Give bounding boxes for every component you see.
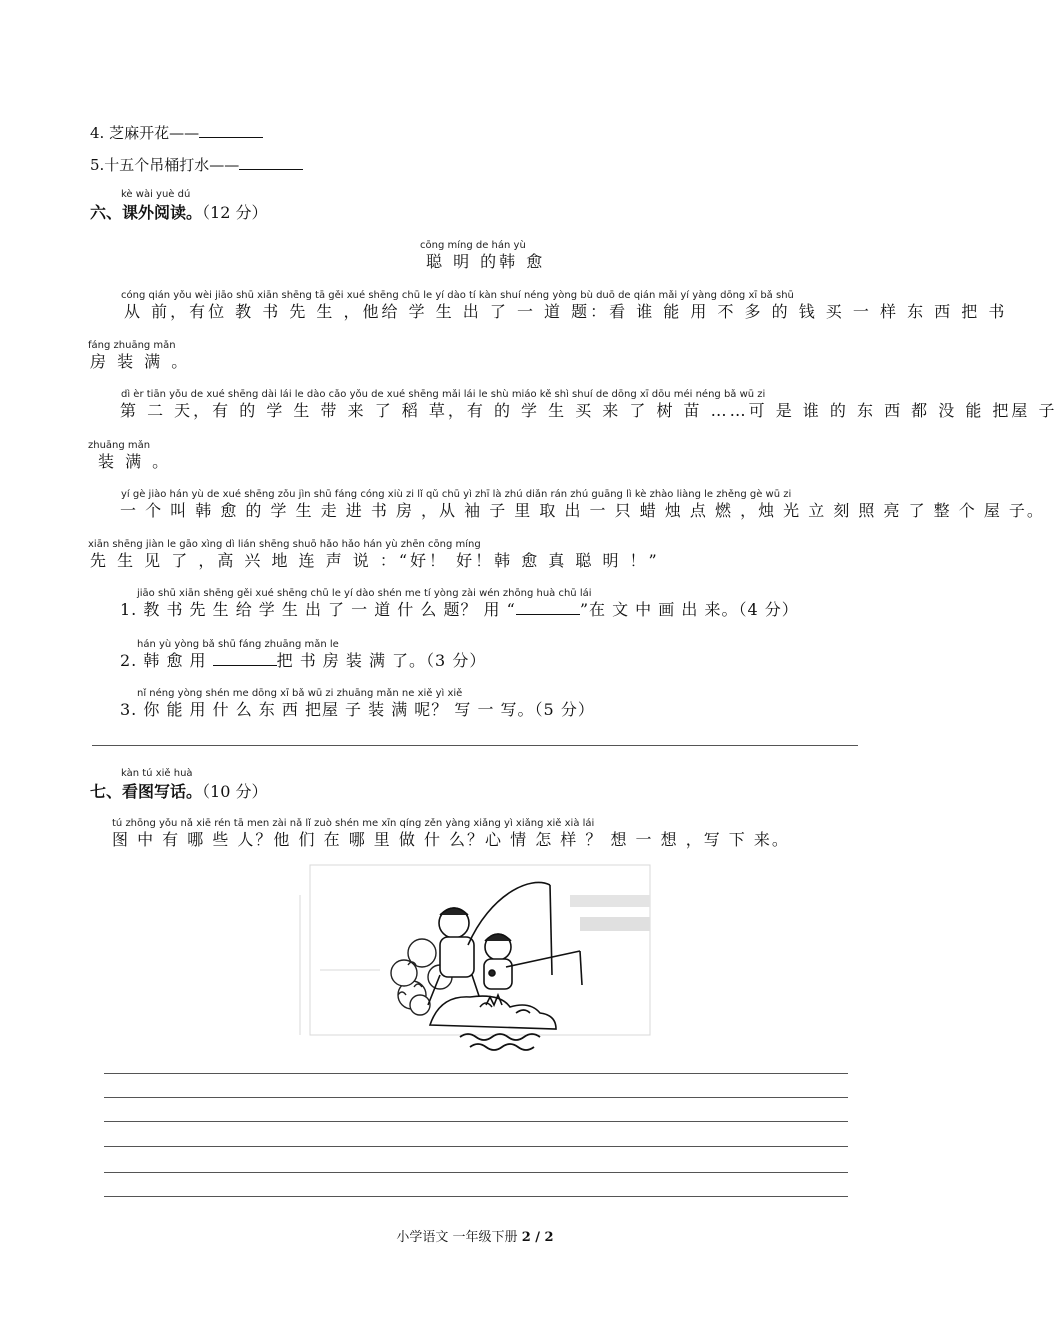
paragraph-1-line-1: 从 前，有位 教 书 先 生 ，他给 学 生 出 了 一 道 题：看 谁 能 用 不 多 的 钱 买 一 样 东 西 把 书 bbox=[124, 302, 1008, 321]
question-2-pinyin: hán yù yòng bǎ shū fáng zhuāng mǎn le bbox=[137, 639, 339, 650]
question-1-suffix: ”在 文 中 画 出 来。（4 分） bbox=[579, 600, 799, 619]
answer-blank[interactable] bbox=[239, 155, 303, 170]
paragraph-2-line-2: 装 满 。 bbox=[98, 452, 172, 471]
writing-line[interactable] bbox=[104, 1121, 848, 1122]
paragraph-1-line-1-pinyin: cóng qián yǒu wèi jiāo shū xiān shēng tā gěi xué shēng chū le yí dào tí kàn shuí néng yòng bù duō de qián mǎi yí yàng dōng xī bǎ shū bbox=[121, 290, 794, 301]
section6-score: （12 分） bbox=[202, 203, 268, 222]
fishing-illustration bbox=[280, 855, 680, 1055]
section7-heading bbox=[90, 779, 267, 802]
section6-heading bbox=[90, 200, 267, 223]
paragraph-3-line-2-pinyin: xiān shēng jiàn le gāo xìng dì lián shēng shuō hǎo hǎo hán yù zhēn cōng míng bbox=[88, 539, 481, 550]
paragraph-1-line-2-pinyin: fáng zhuāng mǎn bbox=[88, 340, 176, 351]
section7-title: 七、看图写话。 bbox=[90, 782, 203, 801]
paragraph-2-line-1: 第 二 天，有 的 学 生 带 来 了 稻 草，有 的 学 生 买 来 了 树 苗 ……可 是 谁 的 东 西 都 没 能 把屋 子 bbox=[120, 401, 1058, 420]
paragraph-3-line-1: 一 个 叫 韩 愈 的 学 生 走 进 书 房 ，从 袖 子 里 取 出 一 只 蜡 烛 点 燃 ，烛 光 立 刻 照 亮 了 整 个 屋 子。 bbox=[120, 501, 1045, 520]
section6-title: 六、课外阅读。 bbox=[90, 203, 203, 222]
child-figure bbox=[484, 934, 512, 989]
writing-line[interactable] bbox=[104, 1073, 848, 1074]
question-1-prefix: 1. 教 书 先 生 给 学 生 出 了 一 道 什 么 题？ 用 “ bbox=[120, 600, 516, 619]
question-2-prefix: 2. 韩 愈 用 bbox=[120, 651, 213, 670]
faded-background-text bbox=[570, 895, 650, 931]
story-title-pinyin: cōng míng de hán yù bbox=[420, 240, 526, 251]
paragraph-3-line-2: 先 生 见 了 ，高 兴 地 连 声 说 ：“好！ 好！韩 愈 真 聪 明 ！” bbox=[90, 551, 660, 570]
answer-blank[interactable] bbox=[516, 600, 580, 615]
footer-subject: 小学语文 一年级下册 bbox=[396, 1230, 522, 1245]
question-1-pinyin: jiāo shū xiān shēng gěi xué shēng chū le yí dào shén me tí yòng zài wén zhōng huà chū lái bbox=[137, 588, 592, 599]
story-title: 聪 明 的韩 愈 bbox=[426, 252, 546, 271]
section7-pinyin: kàn tú xiě huà bbox=[121, 768, 193, 779]
footer-page-number: 2 / 2 bbox=[521, 1230, 554, 1245]
question-1 bbox=[120, 597, 799, 620]
question-3-pinyin: nǐ néng yòng shén me dōng xī bǎ wū zi zhuāng mǎn ne xiě yì xiě bbox=[137, 688, 463, 699]
writing-line[interactable] bbox=[104, 1146, 848, 1147]
water-icon bbox=[460, 1034, 540, 1050]
paragraph-1-line-2: 房 装 满 。 bbox=[90, 352, 191, 371]
paragraph-2-line-2-pinyin: zhuāng mǎn bbox=[88, 440, 151, 451]
riddle-text: 4. 芝麻开花—— bbox=[90, 124, 200, 142]
question-2-suffix: 把 书 房 装 满 了。（3 分） bbox=[276, 651, 487, 670]
paragraph-2-line-1-pinyin: dì èr tiān yǒu de xué shēng dài lái le dào cǎo yǒu de xué shēng mǎi lái le shù miáo kě shì shuí de dōng xī dōu méi néng bǎ wū zi bbox=[121, 389, 766, 400]
answer-line[interactable] bbox=[92, 745, 858, 746]
riddle-item-4 bbox=[90, 122, 263, 143]
writing-line[interactable] bbox=[104, 1097, 848, 1098]
answer-blank[interactable] bbox=[199, 123, 263, 138]
question-2 bbox=[120, 648, 486, 671]
section7-prompt: 图 中 有 哪 些 人？他 们 在 哪 里 做 什 么？心 情 怎 样 ？ 想 一 想 ，写 下 来。 bbox=[112, 830, 790, 849]
writing-line[interactable] bbox=[104, 1172, 848, 1173]
writing-line[interactable] bbox=[104, 1196, 848, 1197]
paragraph-3-line-1-pinyin: yí gè jiào hán yù de xué shēng zǒu jìn shū fáng cóng xiù zi lǐ qǔ chū yì zhī là zhú diǎn rán zhú guāng lì kè zhào liàng le zhěng gè wū zi bbox=[121, 489, 792, 500]
section7-score: （10 分） bbox=[202, 782, 268, 801]
answer-blank[interactable] bbox=[213, 651, 277, 666]
riddle-item-5 bbox=[90, 154, 303, 175]
page-footer bbox=[0, 1226, 950, 1245]
question-3: 3. 你 能 用 什 么 东 西 把屋 子 装 满 呢？ 写 一 写。（5 分） bbox=[120, 700, 595, 719]
rock-icon bbox=[430, 995, 556, 1029]
section7-prompt-pinyin: tú zhōng yǒu nǎ xiē rén tā men zài nǎ lǐ zuò shén me xīn qíng zěn yàng xiǎng yì xiǎng xiě xià lái bbox=[112, 818, 595, 829]
section6-pinyin: kè wài yuè dú bbox=[121, 189, 191, 200]
riddle-text: 5.十五个吊桶打水—— bbox=[90, 156, 240, 174]
